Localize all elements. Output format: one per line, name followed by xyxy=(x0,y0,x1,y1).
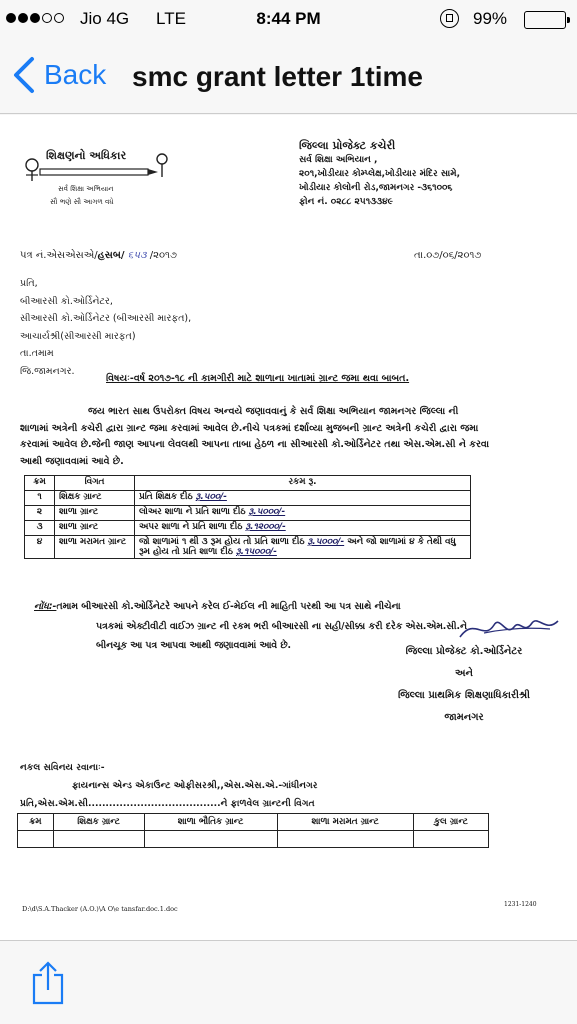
empty-cell xyxy=(53,831,144,848)
copy-to xyxy=(20,759,318,813)
note-heading: નોંધ:- xyxy=(34,601,57,612)
ref-section: હસબ/ xyxy=(97,250,125,261)
column-header: વિગત xyxy=(55,476,135,491)
logo-subtitle: સર્વ શિક્ષા અભિયાન xyxy=(58,185,114,193)
subject-line: વિષયઃ-વર્ષ ૨૦૧૭-૧૮ ની કામગીરી માટે શાળાના ખાતામાં ગ્રાન્ટ જમા થવા બાબત. xyxy=(106,373,410,384)
signatory-title: જિલ્લા પ્રોજેક્ટ કો.ઓર્ડિનેટર xyxy=(405,646,523,657)
office-line: સર્વ શિક્ષા અભિયાન , xyxy=(299,155,378,165)
logo xyxy=(22,147,172,217)
page-title: smc grant letter 1time xyxy=(132,61,423,92)
grant-amount xyxy=(135,506,471,521)
ref-handwritten-number: ૬૫૩ xyxy=(127,250,147,261)
column-header: ક્રમ xyxy=(25,476,55,491)
empty-cell xyxy=(18,831,54,848)
recipient-line: તા.તમામ xyxy=(20,348,54,359)
note-line: બીનચૂક આ પત્ર આપવા આથી જણાવવામાં આવે છે. xyxy=(96,640,292,651)
amount-desc: અને જો શાળામાં ૪ કે તેથી વધુ રૂમ હોય તો પ્રતિ શાળા દીઠ xyxy=(139,537,456,557)
recipient-line: પ્રતિ, xyxy=(20,278,38,289)
ref-year: /૨૦૧૭ xyxy=(149,250,177,261)
document-viewer[interactable] xyxy=(0,115,577,940)
amount-value: રૂ.૫૦૦૦/- xyxy=(248,507,286,517)
empty-cell xyxy=(277,831,413,848)
battery-percent: 99% xyxy=(473,9,508,28)
grant-amount xyxy=(135,521,471,536)
clock: 8:44 PM xyxy=(256,9,321,28)
letter-page xyxy=(14,121,576,936)
grant-type: શાળા ગ્રાન્ટ xyxy=(55,521,135,536)
signatory-place: જામનગર xyxy=(444,712,484,723)
column-header: રકમ રૂ. xyxy=(135,476,471,491)
recipient-line: સીઆરસી કો.ઓર્ડિનેટર (બીઆરસી મારફત), xyxy=(20,313,192,324)
office-phone: ફોન નં. ૦૨૮૮ ૨૫૧૩૩૪૯ xyxy=(299,197,394,207)
column-header: શાળા મરામત ગ્રાન્ટ xyxy=(277,814,413,831)
column-header: કુલ ગ્રાન્ટ xyxy=(413,814,488,831)
recipients xyxy=(20,275,191,380)
table-header-row xyxy=(18,814,489,831)
office-name: જિલ્લા પ્રોજેક્ટ કચેરી xyxy=(299,139,396,152)
column-header: ક્રમ xyxy=(18,814,54,831)
table-header-row xyxy=(25,476,471,491)
network-type: LTE xyxy=(156,9,186,28)
note-line: તમામ બીઆરસી કો.ઓર્ડિનેટરે આપને કરેલ ઈ-મેઈલ ની માહિતી પરથી આ પત્ર સાથે નીચેના xyxy=(56,601,401,612)
column-header: શિક્ષક ગ્રાન્ટ xyxy=(53,814,144,831)
logo-tagline: સૌ ભણે સૌ આગળ વધે xyxy=(50,198,114,206)
status-bar xyxy=(0,0,577,40)
grant-type: શાળા મરામત ગ્રાન્ટ xyxy=(55,536,135,559)
table-row xyxy=(25,491,471,506)
table-row xyxy=(25,521,471,536)
note-line: પત્રકમાં એક્ટીવીટી વાઈઝ ગ્રાન્ટ ની રકમ ભરી બીઆરસી ના સહી/સીક્કા કરી દરેક એસ.એમ.સી.ને xyxy=(96,620,467,632)
grant-table xyxy=(24,475,471,559)
signature-block xyxy=(364,641,564,729)
copy-recipient: ફાયનાન્સ એન્ડ એકાઉન્ટ ઓફીસરશ્રી,,એસ.એસ.એ.-ગાંધીનગર xyxy=(72,780,318,791)
grant-type: શિક્ષક ગ્રાન્ટ xyxy=(55,491,135,506)
share-icon[interactable] xyxy=(28,961,68,1007)
recipient-line: આચાર્યશ્રી(સીઆરસી મારફત) xyxy=(20,330,136,342)
copy-heading: નકલ સવિનય રવાનાઃ- xyxy=(20,762,105,773)
office-address xyxy=(299,139,460,209)
signatory-title: જિલ્લા પ્રાથમિક શિક્ષણાધિકારીશ્રી xyxy=(397,690,531,701)
amount-value: રૂ.૧૨૦૦૦/- xyxy=(245,522,286,532)
rotation-lock-icon xyxy=(440,9,459,28)
amount-desc: જો શાળામાં ૧ થી ૩ રૂમ હોય તો પ્રતિ શાળા દીઠ xyxy=(139,537,308,547)
footer-code: 1231-1240 xyxy=(504,901,537,908)
amount-desc: લોઅર શાળા ને પ્રતિ શાળા દીઠ xyxy=(139,507,249,517)
column-header: શાળા ભૌતિક ગ્રાન્ટ xyxy=(144,814,277,831)
recipient-line: બીઆરસી કો.ઓર્ડિનેટર, xyxy=(20,295,113,307)
row-number: ૪ xyxy=(25,536,55,559)
table-row xyxy=(18,831,489,848)
recipient-line: જિ.જામનગર. xyxy=(20,365,75,377)
row-number: ૩ xyxy=(25,521,55,536)
amount-value: રૂ.૫૦૦/- xyxy=(195,492,227,502)
carrier-label: Jio 4G xyxy=(80,9,130,28)
battery-icon xyxy=(524,11,566,29)
ref-prefix: પત્ર નં.એસએસએ/ xyxy=(20,250,98,261)
logo-title: શિક્ષણનો અધિકાર xyxy=(46,149,127,162)
smc-grant-heading: પ્રતિ,એસ.એમ.સી......................................ને ફાળવેલ ગ્રાન્ટની વિગત xyxy=(20,798,315,809)
amount-value: રૂ.૫૦૦૦/- xyxy=(307,537,345,547)
grant-amount xyxy=(135,536,471,559)
office-line: ખોડીયાર કોલોની રોડ,જામનગર -૩૬૧૦૦૬ xyxy=(299,183,453,193)
empty-cell xyxy=(144,831,277,848)
row-number: ૧ xyxy=(25,491,55,506)
empty-cell xyxy=(413,831,488,848)
amount-desc: અપર શાળા ને પ્રતિ શાળા દીઠ xyxy=(139,522,246,532)
office-line: ૨૦૧,ખોડીયાર કોમ્પ્લેક્ષ,ખોડીયાર મંદિર સામે, xyxy=(299,169,461,179)
bottom-toolbar xyxy=(0,940,577,1024)
reference-number xyxy=(20,250,177,261)
file-path: D:\d\S.A.Thacker (A.O.)\A O\e tansfar.doc.1.doc xyxy=(22,905,178,913)
grant-amount xyxy=(135,491,471,506)
signatory-conjunction: અને xyxy=(455,668,473,679)
table-row xyxy=(25,536,471,559)
back-label: Back xyxy=(44,59,107,90)
table-row xyxy=(25,506,471,521)
smc-grant-table xyxy=(17,813,489,848)
amount-value: રૂ.૧૫૦૦૦/- xyxy=(236,547,277,557)
chevron-left-icon xyxy=(12,56,36,94)
navigation-bar xyxy=(0,40,577,114)
grant-type: શાળા ગ્રાન્ટ xyxy=(55,506,135,521)
back-button[interactable] xyxy=(12,56,106,94)
letter-date: તા.૦૭/૦૬/૨૦૧૭ xyxy=(414,250,482,261)
amount-desc: પ્રતિ શિક્ષક દીઠ xyxy=(139,492,196,502)
body-paragraph: જય ભારત સાથ ઉપરોક્ત વિષય અન્વયે જણાવવાનું કે સર્વ શિક્ષા અભિયાન જામનગર જિલ્લા ની શાળામાં અત્રેની કચેરી દ્વારા ગ્રાન્ટ જમા કરવામાં આવેલ છે.નીચે પત્રકમાં દર્શાવ્યા મુજબની ગ્રાન્ટ અત્રેની કચેરી દ્વારા જમા કરવામાં આવેલ છે.જેની જાણ આપના લેવલથી આપના તાબા હેઠળ ના સીઆરસી કો.ઓર્ડિનેટર તથા એસ.એમ.સી ને કરવા આથી જણાવવામાં આવે છે. xyxy=(20,406,490,467)
row-number: ૨ xyxy=(25,506,55,521)
